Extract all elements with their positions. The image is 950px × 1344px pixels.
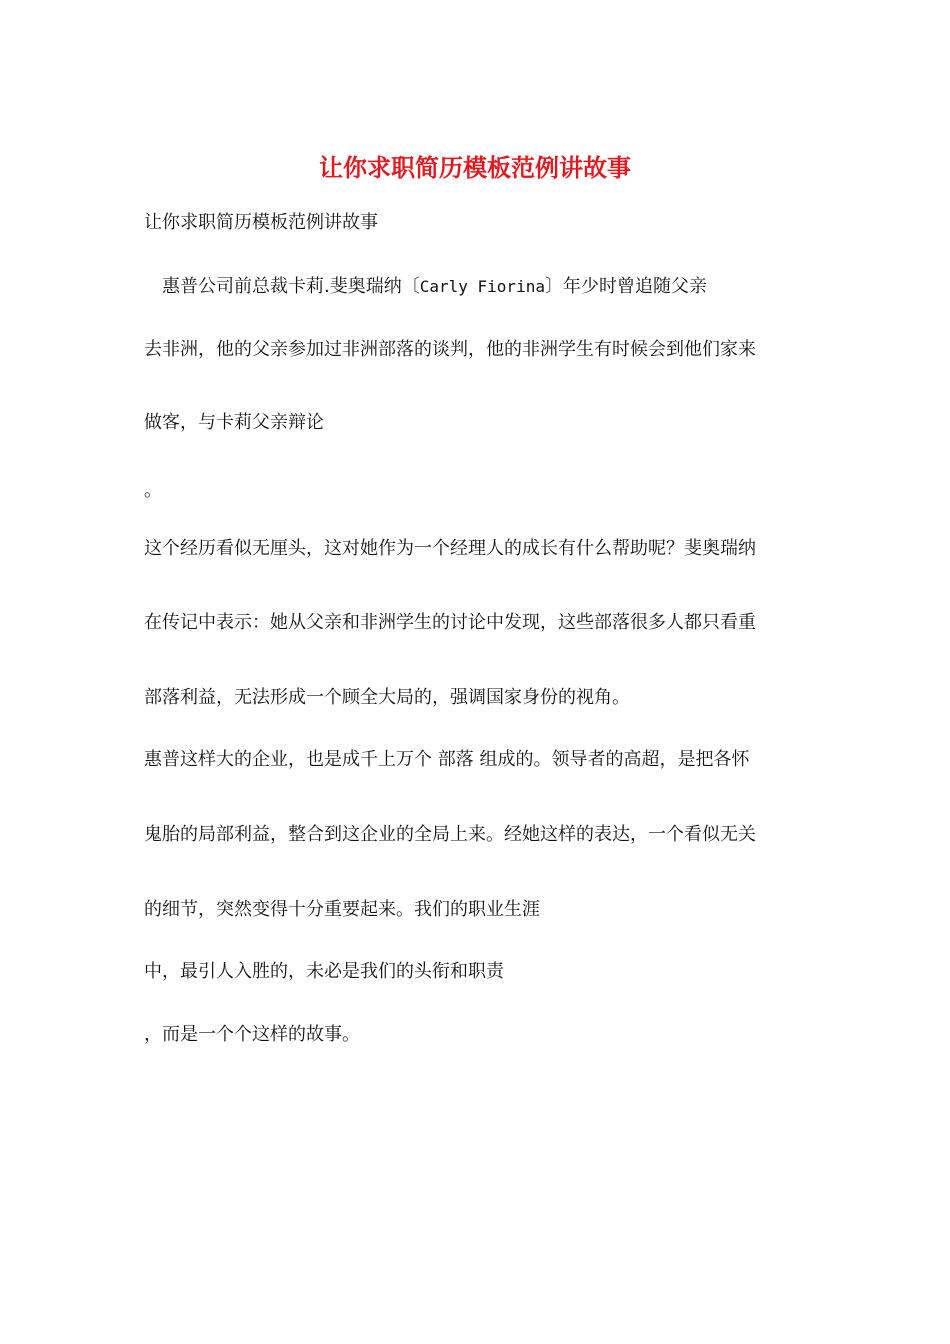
paragraph-line-3: 做客，与卡莉父亲辩论: [144, 412, 324, 433]
line-text-pre: 惠普公司前总裁卡莉.斐奥瑞纳〔: [144, 276, 420, 297]
paragraph-line-6: 在传记中表示：她从父亲和非洲学生的讨论中发现，这些部落很多人都只看重: [144, 612, 756, 633]
paragraph-line-4: 。: [144, 480, 162, 501]
paragraph-line-11: 中，最引人入胜的，未必是我们的头衔和职责: [144, 961, 504, 982]
paragraph-line-9: 鬼胎的局部利益，整合到这企业的全局上来。经她这样的表达，一个看似无关: [144, 824, 756, 845]
line-text-english-name: Carly Fiorina: [419, 277, 545, 296]
document-subtitle: 让你求职简历模板范例讲故事: [144, 212, 378, 233]
paragraph-line-8: 惠普这样大的企业，也是成千上万个 部落 组成的。领导者的高超，是把各怀: [144, 749, 750, 770]
paragraph-line-10: 的细节，突然变得十分重要起来。我们的职业生涯: [144, 899, 540, 920]
paragraph-line-5: 这个经历看似无厘头，这对她作为一个经理人的成长有什么帮助呢？斐奥瑞纳: [144, 538, 756, 559]
line-text-post: 〕年少时曾追随父亲: [544, 276, 707, 297]
paragraph-line-1: [144, 274, 707, 300]
paragraph-line-7: 部落利益，无法形成一个顾全大局的，强调国家身份的视角。: [144, 687, 630, 708]
document-title: 让你求职简历模板范例讲故事: [319, 153, 631, 182]
paragraph-line-12: ，而是一个个这样的故事。: [144, 1024, 360, 1045]
paragraph-line-2: 去非洲，他的父亲参加过非洲部落的谈判，他的非洲学生有时候会到他们家来: [144, 339, 756, 360]
